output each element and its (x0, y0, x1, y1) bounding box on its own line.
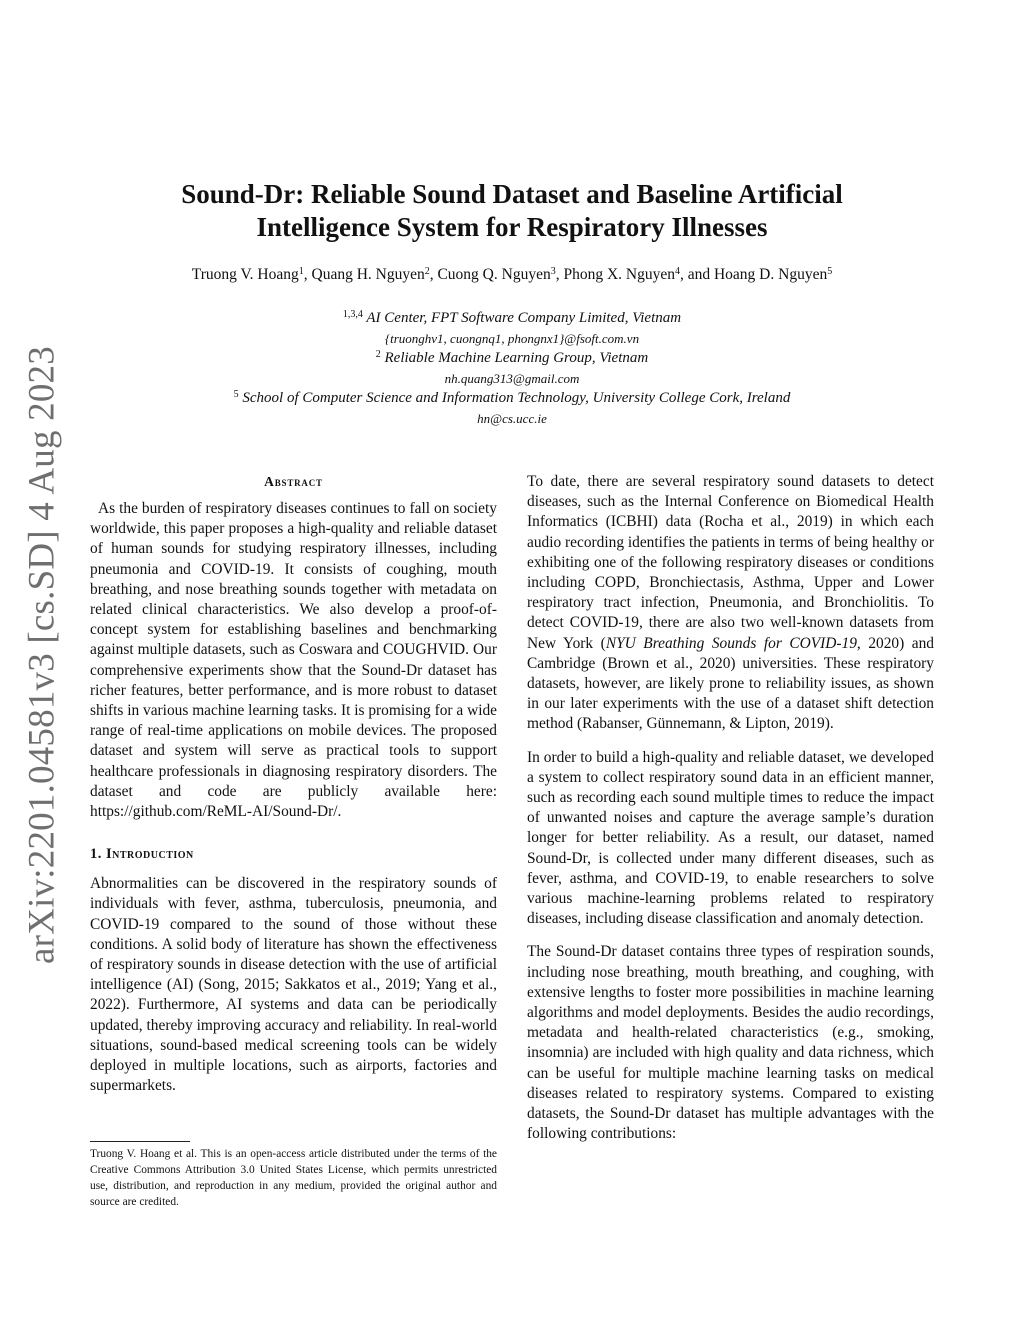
author-sup: 2 (424, 266, 430, 277)
affiliation-sup: 1,3,4 (342, 309, 363, 320)
affiliation-2-email: nh.quang313@gmail.com (444, 371, 580, 386)
intro-paragraph-4: The Sound-Dr dataset contains three types of respiration sounds, including nose breathing, mouth breathing, and coughing, with extensive lengths to foster more possibilities in machine learning algorithms and model deployments. Besides the audio recordings, metadata and health-related characteristics (e.g., smoking, insomnia) are included with high quality and data richness, which can be useful for multiple machine learning tasks on medical diseases related to respiratory systems. Compared to existing datasets, the Sound-Dr dataset has multiple advantages with the following contributions: (527, 943, 934, 1143)
arxiv-id-text: arXiv:2201.04581v3 [cs.SD] 4 Aug 2023 (21, 346, 63, 964)
author-name: Phong X. Nguyen (563, 266, 675, 283)
paragraph-text: , 2020) and Cambridge (Brown et al., 2020) universities. These respiratory datasets, however, are likely prone to reliability issues, as shown in our later experiments with the use of a dataset shift detection method (Rabanser, Günnemann, & Lipton, 2019). (527, 634, 935, 733)
paper-title: Sound-Dr: Reliable Sound Dataset and Baseline Artificial Intelligence System for Respiratory Illnesses (181, 179, 843, 242)
left-column (90, 474, 497, 1109)
intro-paragraph-2 (527, 472, 934, 735)
footnote-divider (90, 1141, 190, 1142)
affiliation-2 (90, 348, 934, 368)
affiliation-name: Reliable Machine Learning Group, Vietnam (384, 350, 649, 366)
author-name: Hoang D. Nguyen (713, 266, 828, 283)
affiliation-sup: 5 (233, 389, 239, 400)
intro-paragraph-3: In order to build a high-quality and reliable dataset, we developed a system to collect respiratory sound data in an efficient manner, such as recording each sound multiple times to reduce the impact of unwanted noises and capture the average sample’s duration longer for better reliability. As a result, our dataset, named Sound-Dr, is collected under many different diseases, such as fever, asthma, and COVID-19, to enable researchers to solve various machine-learning problems related to respiratory diseases, including disease classification and anomaly detection. (527, 748, 934, 928)
affiliation-sup: 2 (375, 349, 381, 360)
author-name: Truong V. Hoang (191, 266, 299, 283)
author-sup: 5 (827, 266, 833, 277)
affiliation-1-email: {truonghv1, cuongnq1, phongnx1}@fsoft.com.vn (384, 331, 640, 346)
paragraph-text: To date, there are several respiratory sound datasets to detect diseases, such as the Internal Conference on Biomedical Health Informatics (ICBHI) data (Rocha et al., 2019) in which each audio recording identifies the patients in terms of being healthy or exhibiting one of the following respiratory diseases or conditions including COPD, Bronchiectasis, Asthma, Upper and Lower respiratory tract infection, Pneumonia, and Bronchiolitis. To detect COVID-19, there are also two well-known datasets from New York ( (527, 473, 934, 652)
dataset-name-italic: NYU Breathing Sounds for COVID-19 (605, 634, 857, 652)
author-name: Cuong Q. Nguyen (437, 266, 551, 283)
affiliation-3 (90, 388, 934, 408)
arxiv-identifier (8, 346, 76, 964)
intro-paragraph-1: Abnormalities can be discovered in the respiratory sounds of individuals with fever, asthma, tuberculosis, pneumonia, and COVID-19 compared to the sound of those without these conditions. A solid body of literature has shown the effectiveness of respiratory sounds in disease detection with the use of artificial intelligence (AI) (Song, 2015; Sakkatos et al., 2019; Yang et al., 2022). Furthermore, AI systems and data can be periodically updated, thereby improving accuracy and reliability. In real-world situations, sound-based medical screening tools can be widely deployed in multiple locations, such as airports, factories and supermarkets. (90, 875, 497, 1095)
affiliation-1 (90, 308, 934, 328)
author-name: Quang H. Nguyen (311, 266, 425, 283)
author-sup: 3 (550, 266, 556, 277)
author-sup: 4 (674, 266, 680, 277)
license-footnote: Truong V. Hoang et al. This is an open-access article distributed under the terms of the Creative Commons Attribution 3.0 United States License, which permits unrestricted use, distribution, and reproduction in any medium, provided the original author and source are credited. (90, 1148, 497, 1208)
affiliation-name: School of Computer Science and Information Technology, University College Cork, Ireland (242, 390, 791, 406)
affiliation-3-email: hn@cs.ucc.ie (477, 411, 547, 426)
author-sup: 1 (298, 266, 304, 277)
section-heading-introduction: 1. Introduction (90, 846, 194, 863)
abstract-heading: Abstract (264, 474, 323, 489)
abstract-text: As the burden of respiratory diseases continues to fall on society worldwide, this paper proposes a high-quality and reliable dataset of human sounds for studying respiratory illnesses, including pneumonia and COVID-19. It consists of coughing, mouth breathing, and nose breathing sounds together with metadata on related clinical characteristics. We also develop a proof-of-concept system for establishing baselines and benchmarking against multiple datasets, such as Coswara and COUGHVID. Our comprehensive experiments show that the Sound-Dr dataset has richer features, better performance, and is more robust to dataset shifts in various machine learning tasks. It is promising for a wide range of real-time applications on mobile devices. The proposed dataset and system will serve as practical tools to support healthcare professionals in diagnosing respiratory disorders. The dataset and code are publicly available here: https://github.com/ReML-AI/Sound-Dr/. (90, 500, 497, 821)
right-column (527, 472, 934, 1158)
author-list: Truong V. Hoang$^1$, Quang H. Nguyen$^2$, Cuong Q. Nguyen$^3$, Phong X. Nguyen$^4$, and Hoang D. Nguyen$^5$ (191, 266, 833, 283)
affiliation-name: AI Center, FPT Software Company Limited, Vietnam (366, 310, 682, 326)
